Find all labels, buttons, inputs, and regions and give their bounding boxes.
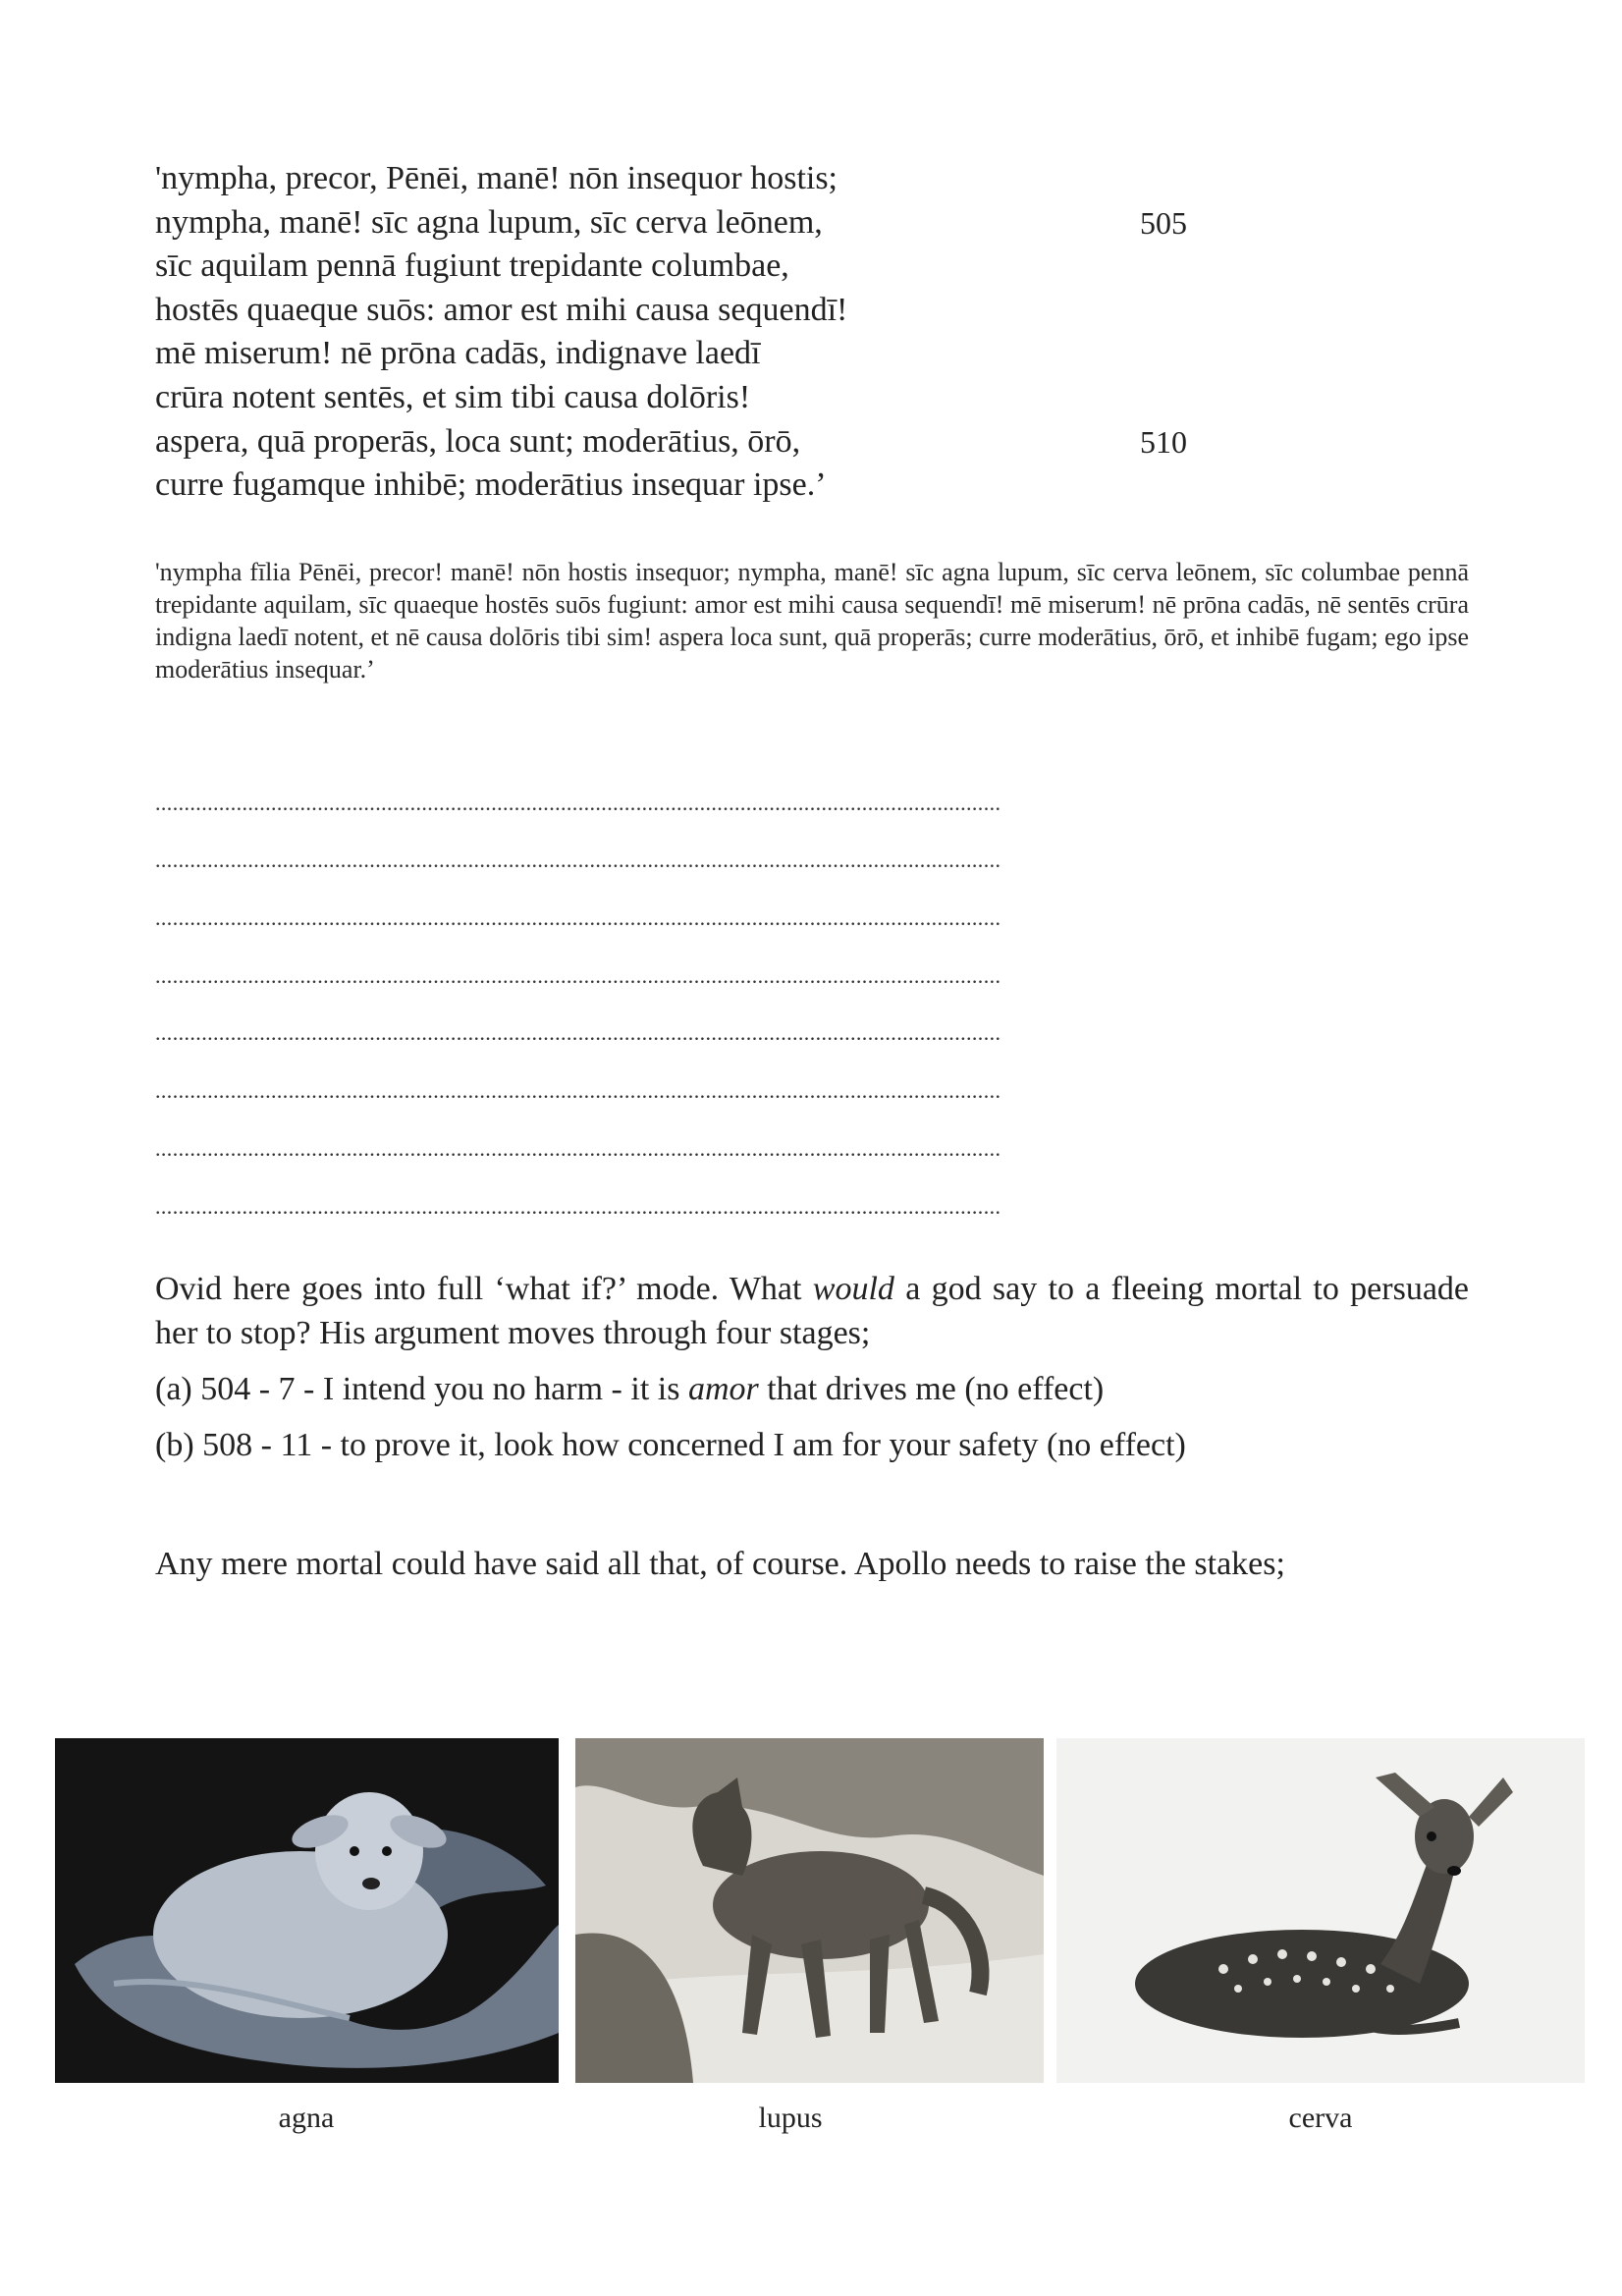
answer-line[interactable]: ..................................................................................................................................................: [155, 1135, 1001, 1161]
poem-line-text: curre fugamque inhibē; moderātius insequar ipse.’: [155, 466, 827, 504]
commentary-intro: Ovid here goes into full ‘what if?’ mode. What would a god say to a fleeing mortal to persuade her to stop? His argument moves through four stages;: [155, 1271, 1469, 1351]
poem-line: [155, 464, 1186, 508]
poem-line-text: nympha, manē! sīc agna lupum, sīc cerva leōnem,: [155, 203, 823, 241]
commentary: [155, 1267, 1469, 1467]
answer-line[interactable]: ..................................................................................................................................................: [155, 790, 1001, 815]
poem-line-text: hostēs quaeque suōs: amor est mihi causa sequendī!: [155, 291, 848, 328]
answer-line[interactable]: ..................................................................................................................................................: [155, 1078, 1001, 1104]
answer-line[interactable]: ..................................................................................................................................................: [155, 1020, 1001, 1046]
answer-line[interactable]: ..................................................................................................................................................: [155, 962, 1001, 988]
wolf-image: [575, 1738, 1044, 2083]
stage-a: (a) 504 - 7 - I intend you no harm - it is amor that drives me (no effect): [155, 1371, 1105, 1407]
poem-line-text: mē miserum! nē prōna cadās, indignave laedī: [155, 335, 761, 372]
line-number: 505: [1140, 204, 1187, 241]
poem-line: [155, 245, 1186, 289]
poem-line: [155, 332, 1186, 376]
deer-caption: cerva: [1288, 2102, 1353, 2134]
wolf-caption: lupus: [758, 2102, 823, 2134]
poem-line: [155, 201, 1186, 246]
lamb-caption: agna: [278, 2102, 335, 2134]
poem-line: [155, 289, 1186, 333]
answer-line[interactable]: ..................................................................................................................................................: [155, 905, 1001, 931]
poem-line-text: aspera, quā properās, loca sunt; moderātius, ōrō,: [155, 422, 801, 460]
poem-line-text: crūra notent sentēs, et sim tibi causa dolōris!: [155, 378, 751, 415]
poem-line-text: sīc aquilam pennā fugiunt trepidante columbae,: [155, 247, 789, 285]
prose-word-order: 'nympha fīlia Pēnēi, precor! manē! nōn hostis insequor; nympha, manē! sīc agna lupum, sīc cerva leōnem, sīc columbae pennā trepidante aquilam, sīc quaeque hostēs suōs fugiunt: amor est mihi causa sequendī! mē miserum! nē prōna cadās, nē sentēs crūra indigna laedī notent, et nē causa dolōris tibi sim! aspera loca sunt, quā properās; curre moderātius, ōrō, et inhibē fugam; ego ipse moderātius insequar.’: [155, 558, 1469, 683]
latin-poem: [155, 157, 1186, 508]
answer-lines[interactable]: [155, 768, 1255, 1230]
answer-line[interactable]: ..................................................................................................................................................: [155, 1193, 1001, 1219]
closing-sentence: Any mere mortal could have said all that, of course. Apollo needs to raise the stakes;: [155, 1546, 1285, 1582]
poem-line-text: 'nympha, precor, Pēnēi, manē! nōn insequor hostis;: [155, 160, 838, 196]
poem-line: [155, 376, 1186, 420]
line-number: 510: [1140, 423, 1187, 460]
answer-line[interactable]: ..................................................................................................................................................: [155, 847, 1001, 873]
lamb-image: [55, 1738, 559, 2083]
stage-b: (b) 508 - 11 - to prove it, look how concerned I am for your safety (no effect): [155, 1427, 1186, 1463]
poem-line: [155, 157, 1186, 201]
poem-line: [155, 420, 1186, 465]
deer-image: [1056, 1738, 1585, 2083]
